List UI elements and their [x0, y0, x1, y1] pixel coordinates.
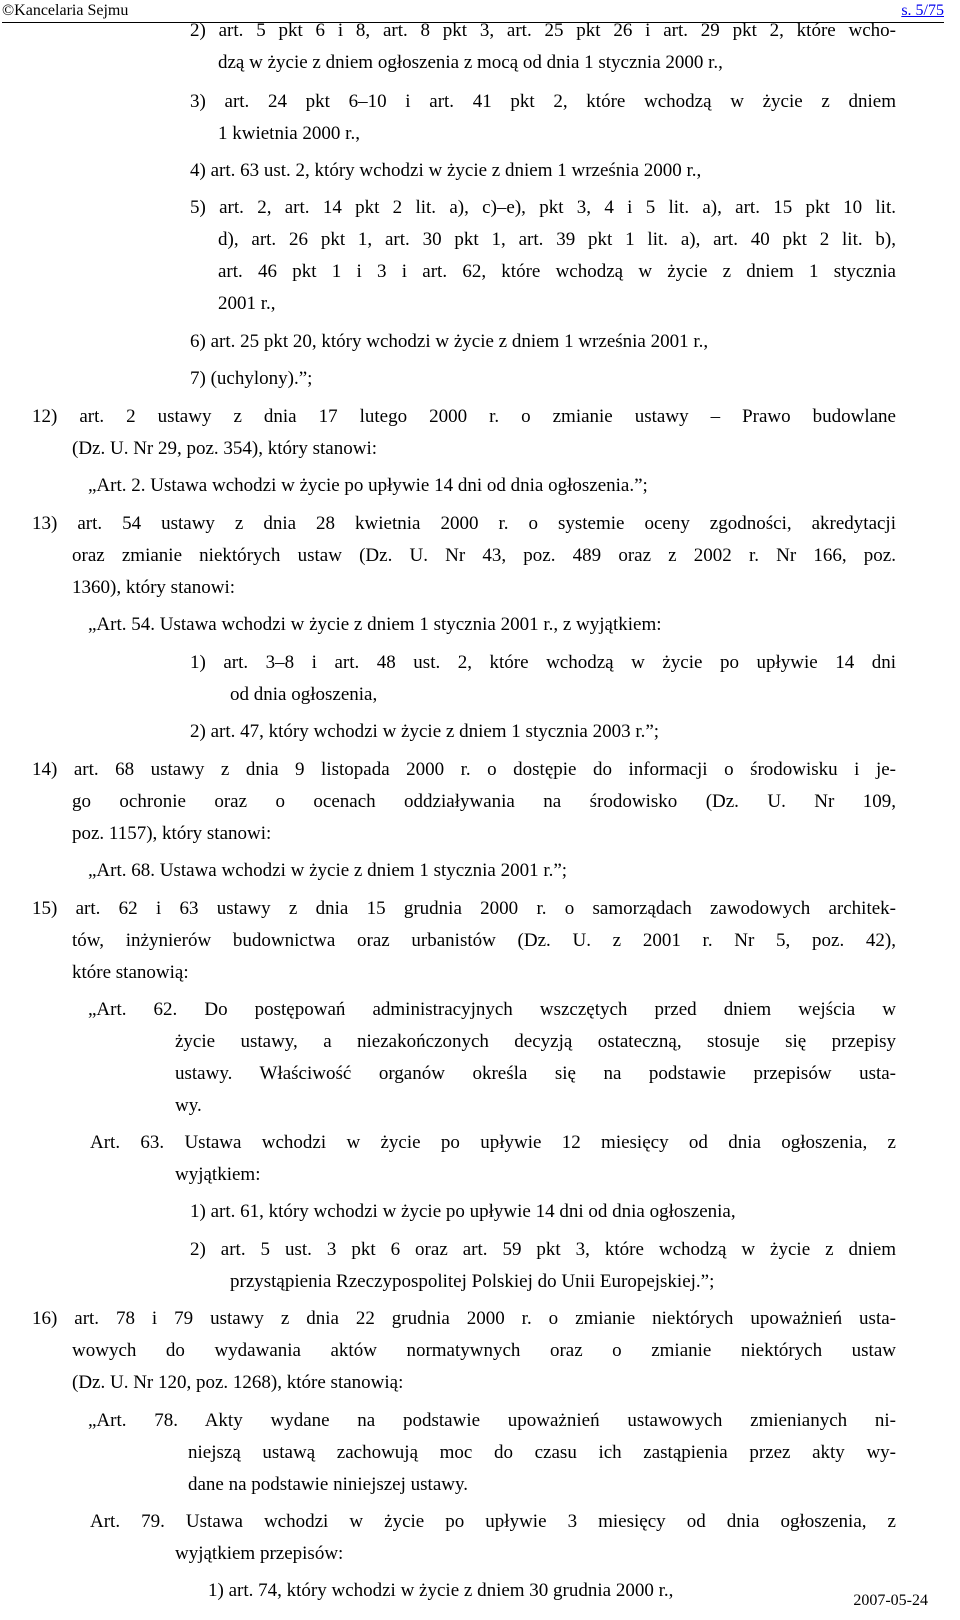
header-publisher: ©Kancelaria Sejmu: [2, 2, 129, 19]
text-line: „Art. 78. Akty wydane na podstawie upoważnień ustawowych zmienianych ni-: [88, 1410, 896, 1431]
text-line: wy.: [175, 1095, 202, 1116]
text-line: 1) art. 3–8 i art. 48 ust. 2, które wchodzą w życie po upływie 14 dni: [190, 652, 896, 673]
text-line: 1 kwietnia 2000 r.,: [218, 123, 360, 144]
text-line: 3) art. 24 pkt 6–10 i art. 41 pkt 2, które wchodzą w życie z dniem: [190, 91, 896, 112]
text-line: dzą w życie z dniem ogłoszenia z mocą od dnia 1 stycznia 2000 r.,: [218, 52, 723, 73]
text-line: Art. 79. Ustawa wchodzi w życie po upływie 3 miesięcy od dnia ogłoszenia, z: [90, 1511, 896, 1532]
text-line: „Art. 54. Ustawa wchodzi w życie z dniem 1 stycznia 2001 r., z wyjątkiem:: [88, 614, 662, 635]
text-line: go ochronie oraz o ocenach oddziaływania na środowisko (Dz. U. Nr 109,: [72, 791, 896, 812]
text-line: które stanowią:: [72, 962, 189, 983]
text-line: 2) art. 5 ust. 3 pkt 6 oraz art. 59 pkt 3, które wchodzą w życie z dniem: [190, 1239, 896, 1260]
text-line: 5) art. 2, art. 14 pkt 2 lit. a), c)–e), pkt 3, 4 i 5 lit. a), art. 15 pkt 10 lit.: [190, 197, 896, 218]
text-line: 2) art. 5 pkt 6 i 8, art. 8 pkt 3, art. 25 pkt 26 i art. 29 pkt 2, które wcho-: [190, 20, 896, 41]
text-line: (Dz. U. Nr 120, poz. 1268), które stanowią:: [72, 1372, 404, 1393]
text-line: 16) art. 78 i 79 ustawy z dnia 22 grudnia 2000 r. o zmianie niektórych upoważnień usta-: [32, 1308, 896, 1329]
text-line: ustawy. Właściwość organów określa się na podstawie przepisów usta-: [175, 1063, 896, 1084]
text-line: „Art. 68. Ustawa wchodzi w życie z dniem 1 stycznia 2001 r.”;: [88, 860, 568, 881]
text-line: od dnia ogłoszenia,: [230, 684, 378, 705]
text-line: wyjątkiem:: [175, 1164, 261, 1185]
text-line: 2001 r.,: [218, 293, 276, 314]
footer-date: 2007-05-24: [853, 1592, 928, 1609]
text-line: 13) art. 54 ustawy z dnia 28 kwietnia 2000 r. o systemie oceny zgodności, akredytacji: [32, 513, 896, 534]
text-line: art. 46 pkt 1 i 3 i art. 62, które wchodzą w życie z dniem 1 stycznia: [218, 261, 896, 282]
text-line: (Dz. U. Nr 29, poz. 354), który stanowi:: [72, 438, 378, 459]
text-line: dane na podstawie niniejszej ustawy.: [188, 1474, 468, 1495]
text-line: 14) art. 68 ustawy z dnia 9 listopada 2000 r. o dostępie do informacji o środowisku i je-: [32, 759, 896, 780]
text-line: d), art. 26 pkt 1, art. 30 pkt 1, art. 39 pkt 1 lit. a), art. 40 pkt 2 lit. b),: [218, 229, 896, 250]
text-line: „Art. 62. Do postępowań administracyjnych wszczętych przed dniem wejścia w: [88, 999, 896, 1020]
text-line: 2) art. 47, który wchodzi w życie z dniem 1 stycznia 2003 r.”;: [190, 721, 660, 742]
text-line: wyjątkiem przepisów:: [175, 1543, 344, 1564]
text-line: oraz zmianie niektórych ustaw (Dz. U. Nr 43, poz. 489 oraz z 2002 r. Nr 166, poz.: [72, 545, 896, 566]
text-line: przystąpienia Rzeczypospolitej Polskiej do Unii Europejskiej.”;: [230, 1271, 715, 1292]
text-line: 15) art. 62 i 63 ustawy z dnia 15 grudnia 2000 r. o samorządach zawodowych architek-: [32, 898, 896, 919]
text-line: 7) (uchylony).”;: [190, 368, 313, 389]
text-line: 1) art. 74, który wchodzi w życie z dniem 30 grudnia 2000 r.,: [208, 1580, 674, 1601]
page-number-link[interactable]: s. 5/75: [901, 2, 944, 19]
text-line: tów, inżynierów budownictwa oraz urbanistów (Dz. U. z 2001 r. Nr 5, poz. 42),: [72, 930, 896, 951]
text-line: „Art. 2. Ustawa wchodzi w życie po upływie 14 dni od dnia ogłoszenia.”;: [88, 475, 648, 496]
text-line: 1) art. 61, który wchodzi w życie po upływie 14 dni od dnia ogłoszenia,: [190, 1201, 736, 1222]
text-line: wowych do wydawania aktów normatywnych oraz o zmianie niektórych ustaw: [72, 1340, 896, 1361]
text-line: 4) art. 63 ust. 2, który wchodzi w życie z dniem 1 września 2000 r.,: [190, 160, 702, 181]
text-line: 6) art. 25 pkt 20, który wchodzi w życie z dniem 1 września 2001 r.,: [190, 331, 709, 352]
text-line: życie ustawy, a niezakończonych decyzją ostateczną, stosuje się przepisy: [175, 1031, 896, 1052]
text-line: poz. 1157), który stanowi:: [72, 823, 272, 844]
text-line: Art. 63. Ustawa wchodzi w życie po upływie 12 miesięcy od dnia ogłoszenia, z: [90, 1132, 896, 1153]
text-line: 1360), który stanowi:: [72, 577, 236, 598]
text-line: 12) art. 2 ustawy z dnia 17 lutego 2000 r. o zmianie ustawy – Prawo budowlane: [32, 406, 896, 427]
text-line: niejszą ustawą zachowują moc do czasu ich zastąpienia przez akty wy-: [188, 1442, 896, 1463]
